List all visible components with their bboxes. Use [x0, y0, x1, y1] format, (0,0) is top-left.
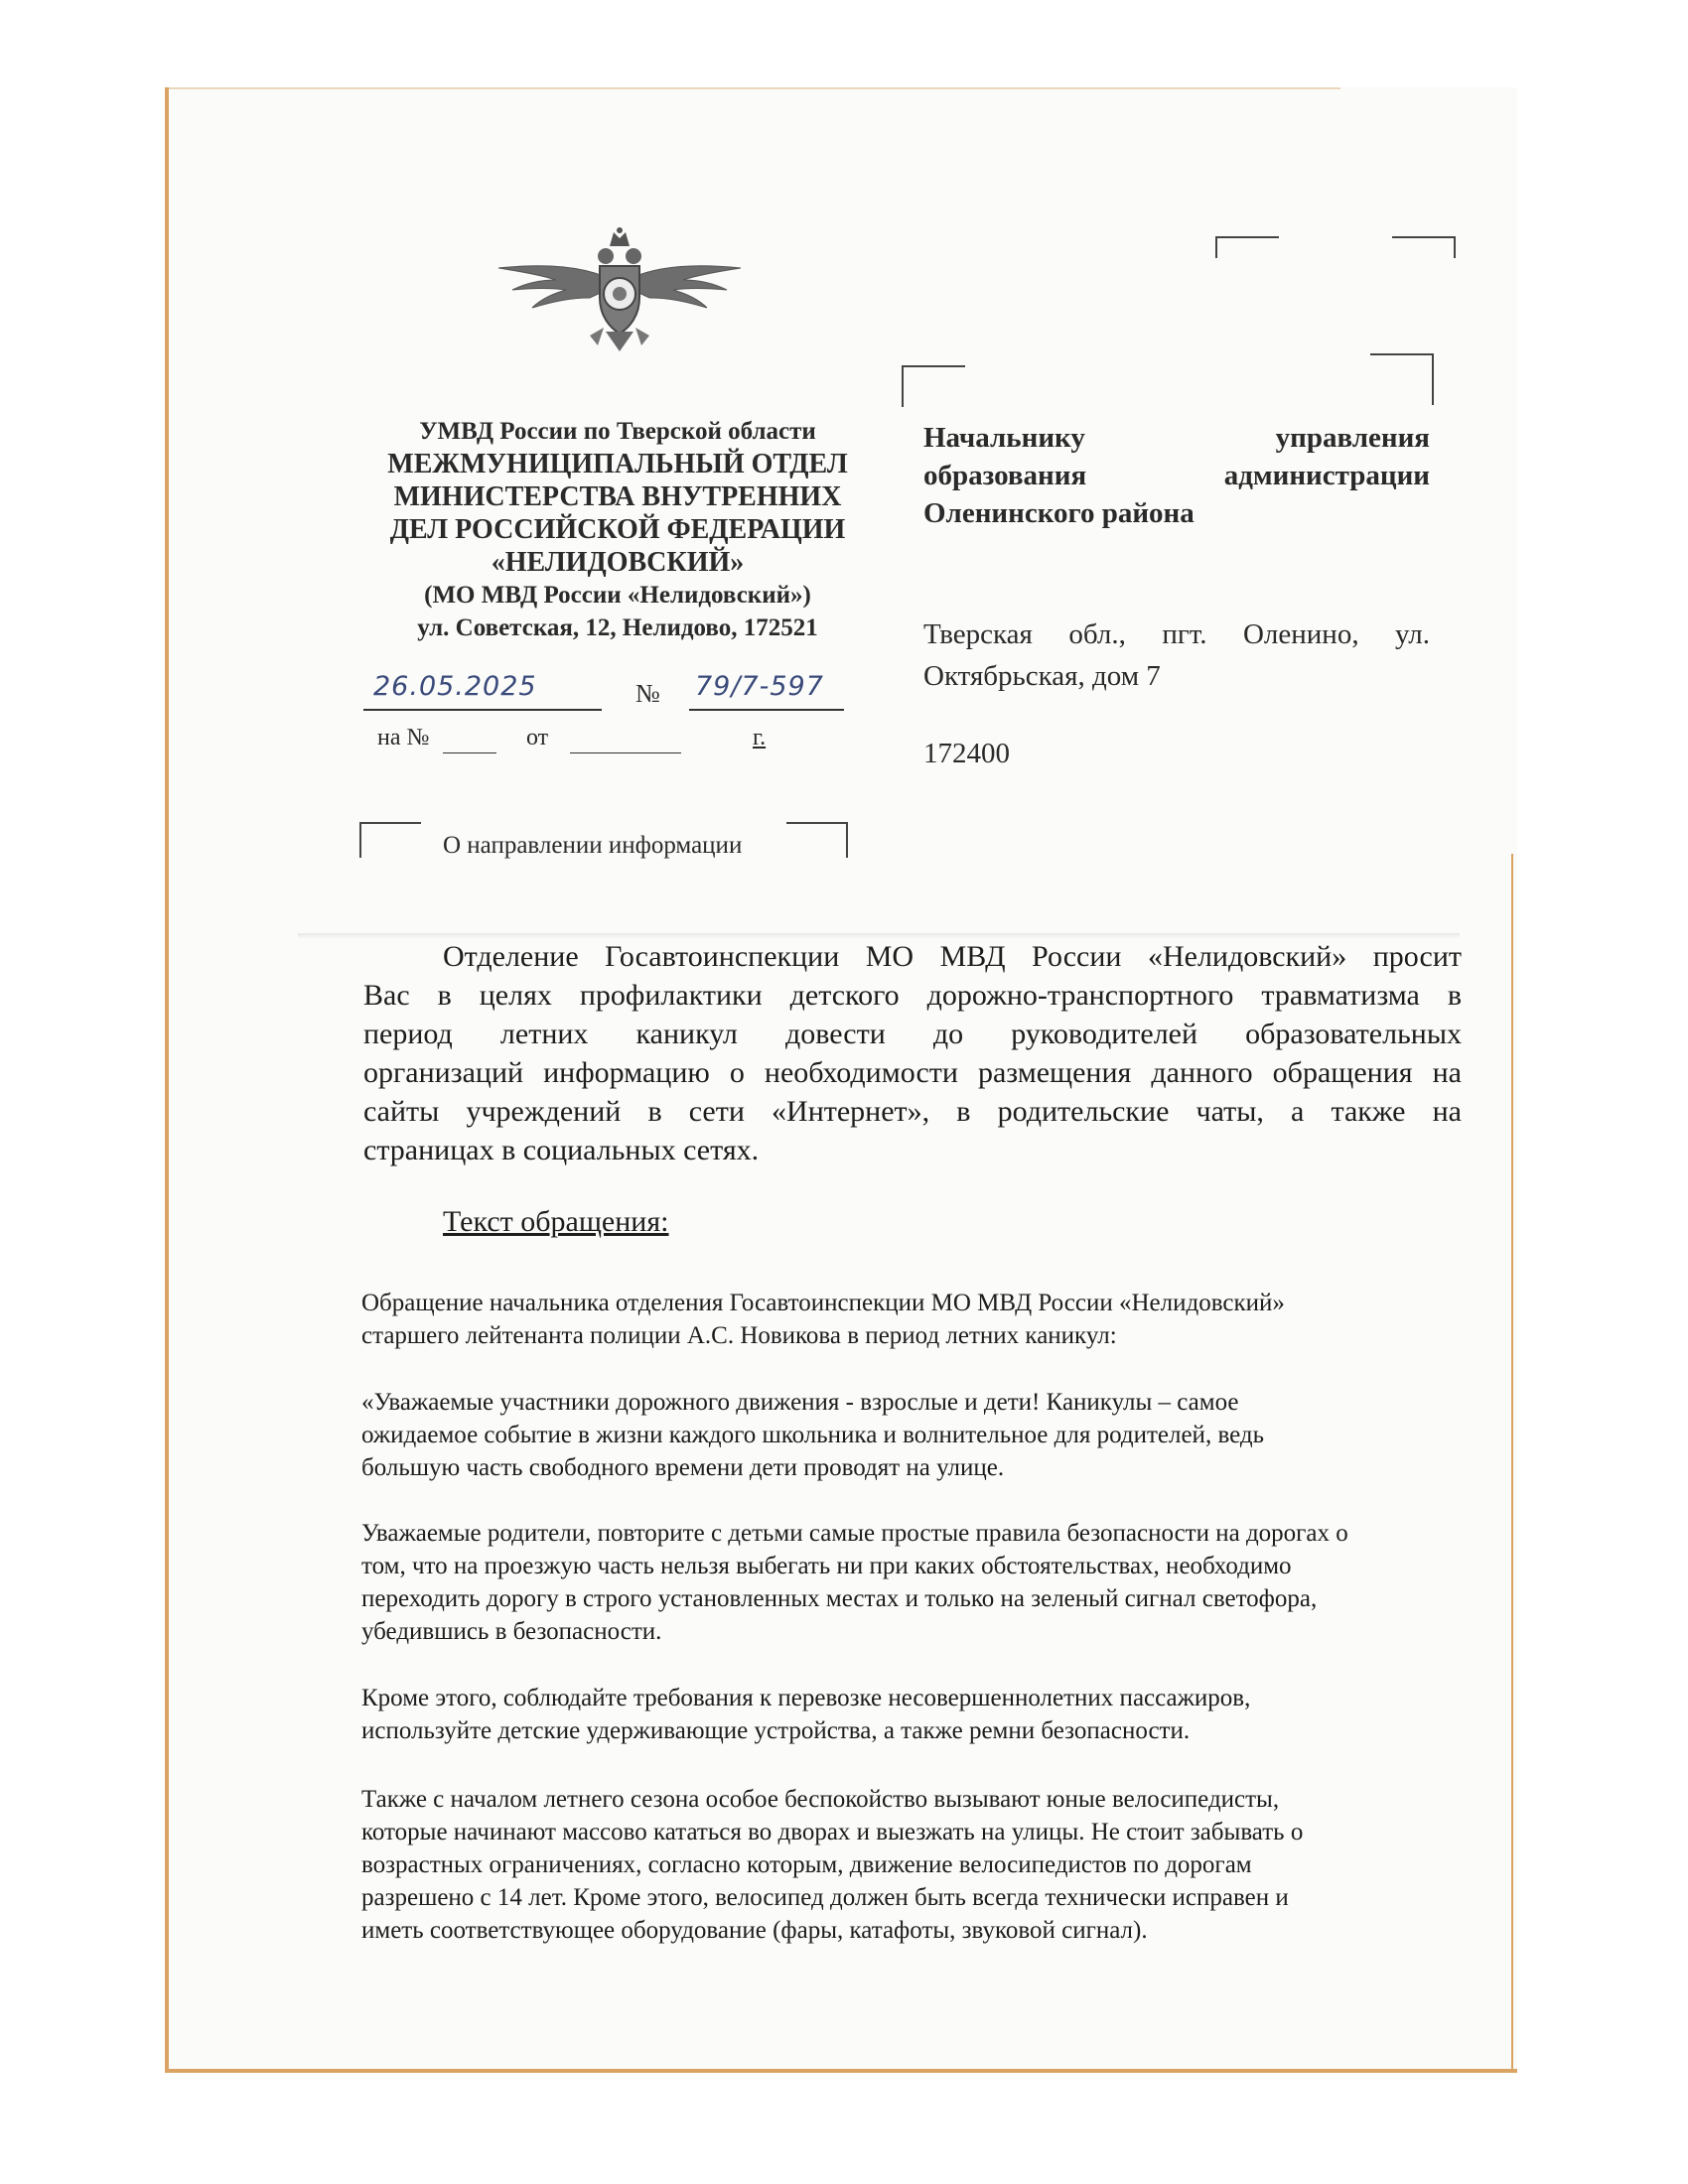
appeal-paragraph-2	[361, 1386, 1464, 1484]
number-underline	[689, 709, 844, 711]
from-blank	[570, 752, 681, 753]
appeal-line: используйте детские удерживающие устройства, а также ремни безопасности.	[361, 1717, 1191, 1744]
intro-line: период летних каникул довести до руководителей образовательных	[363, 1018, 1462, 1050]
sender-line: (МО МВД России «Нелидовский»)	[424, 582, 811, 609]
recipient-word: администрации	[1223, 460, 1430, 491]
recipient-postcode: 172400	[923, 738, 1010, 769]
registration-date: 26.05.2025	[373, 671, 537, 702]
sender-line: МИНИСТЕРСТВА ВНУТРЕННИХ	[393, 481, 842, 512]
sender-line: ДЕЛ РОССИЙСКОЙ ФЕДЕРАЦИИ	[389, 514, 846, 545]
appeal-line: возрастных ограничениях, согласно которым, движение велосипедистов по дорогам	[361, 1851, 1252, 1878]
recipient-address	[923, 614, 1430, 697]
appeal-line: старшего лейтенанта полиции А.С. Новикова в период летних каникул:	[361, 1322, 1117, 1349]
appeal-line: которые начинают массово кататься во дворах и выезжать на улицы. Не стоит забывать о	[361, 1819, 1304, 1845]
double-headed-eagle-emblem-icon	[494, 224, 745, 353]
intro-line: организаций информацию о необходимости размещения данного обращения на	[363, 1056, 1462, 1089]
appeal-line: иметь соответствующее оборудование (фары, катафоты, звуковой сигнал).	[361, 1917, 1148, 1944]
intro-line: сайты учреждений в сети «Интернет», в родительские чаты, а также на	[363, 1095, 1462, 1128]
sender-block	[359, 415, 876, 644]
appeal-line: большую часть свободного времени дети проводят на улице.	[361, 1454, 1005, 1481]
appeal-line: разрешено с 14 лет. Кроме этого, велосипед должен быть всегда технически исправен и	[361, 1884, 1289, 1911]
sender-line: УМВД России по Тверской области	[419, 418, 816, 445]
recipient-bracket-left	[902, 365, 965, 407]
sender-address: ул. Советская, 12, Нелидово, 172521	[417, 614, 818, 641]
recipient-word: образования	[923, 460, 1087, 491]
address-line: Октябрьская, дом 7	[923, 660, 1161, 692]
date-underline	[363, 709, 602, 711]
appeal-line: «Уважаемые участники дорожного движения - взрослые и дети! Каникулы – самое	[361, 1389, 1239, 1416]
recipient-line: Оленинского района	[923, 497, 1195, 529]
appeal-paragraph-1	[361, 1287, 1464, 1352]
appeal-line: Также с началом летнего сезона особое беспокойство вызывают юные велосипедисты,	[361, 1786, 1280, 1813]
recipient-bracket-right	[1370, 353, 1434, 405]
appeal-line: переходить дорогу в строго установленных местах и только на зеленый сигнал светофора,	[361, 1585, 1318, 1612]
subject-bracket-right	[786, 822, 848, 858]
appeal-line: том, что на проезжую часть нельзя выбегать ни при каких обстоятельствах, необходимо	[361, 1553, 1292, 1579]
intro-line: Вас в целях профилактики детского дорожно-транспортного травматизма в	[363, 979, 1462, 1012]
appeal-paragraph-5	[361, 1783, 1464, 1947]
address-line: Тверская обл., пгт. Оленино, ул.	[923, 618, 1430, 650]
reference-blank	[443, 752, 496, 753]
number-label: №	[635, 679, 660, 708]
subject-bracket-left	[359, 822, 421, 858]
intro-line: Отделение Госавтоинспекции МО МВД России «Нелидовский» просит	[443, 940, 1462, 973]
appeal-paragraph-3	[361, 1517, 1464, 1648]
paper-top-edge	[169, 87, 1340, 89]
appeal-line: Уважаемые родители, повторите с детьми самые простые правила безопасности на дорогах о	[361, 1520, 1348, 1547]
appeal-line: ожидаемое событие в жизни каждого школьника и волнительное для родителей, ведь	[361, 1422, 1264, 1448]
intro-line: страницах в социальных сетях.	[363, 1134, 760, 1166]
appeal-line: убедившись в безопасности.	[361, 1618, 662, 1645]
sender-line: МЕЖМУНИЦИПАЛЬНЫЙ ОТДЕЛ	[387, 449, 848, 479]
year-label: г.	[753, 725, 767, 751]
recipient-bracket-top-right	[1392, 236, 1456, 258]
appeal-paragraph-4	[361, 1682, 1464, 1747]
appeal-heading: Текст обращения:	[443, 1205, 669, 1238]
reference-label: на №	[377, 725, 430, 751]
recipient-block	[923, 419, 1430, 532]
recipient-word: управления	[1275, 422, 1430, 454]
appeal-line: Обращение начальника отделения Госавтоинспекции МО МВД России «Нелидовский»	[361, 1290, 1285, 1316]
recipient-word: Начальнику	[923, 422, 1085, 454]
from-label: от	[526, 725, 549, 751]
paper-right-edge	[1511, 854, 1513, 2069]
sender-line: «НЕЛИДОВСКИЙ»	[491, 547, 745, 578]
appeal-line: Кроме этого, соблюдайте требования к перевозке несовершеннолетних пассажиров,	[361, 1685, 1251, 1711]
recipient-line	[923, 419, 1430, 457]
recipient-bracket-top-left	[1215, 236, 1279, 258]
recipient-line	[923, 457, 1430, 494]
subject-line: О направлении информации	[443, 832, 743, 859]
intro-paragraph	[363, 937, 1462, 1169]
registration-number: 79/7-597	[695, 671, 824, 702]
